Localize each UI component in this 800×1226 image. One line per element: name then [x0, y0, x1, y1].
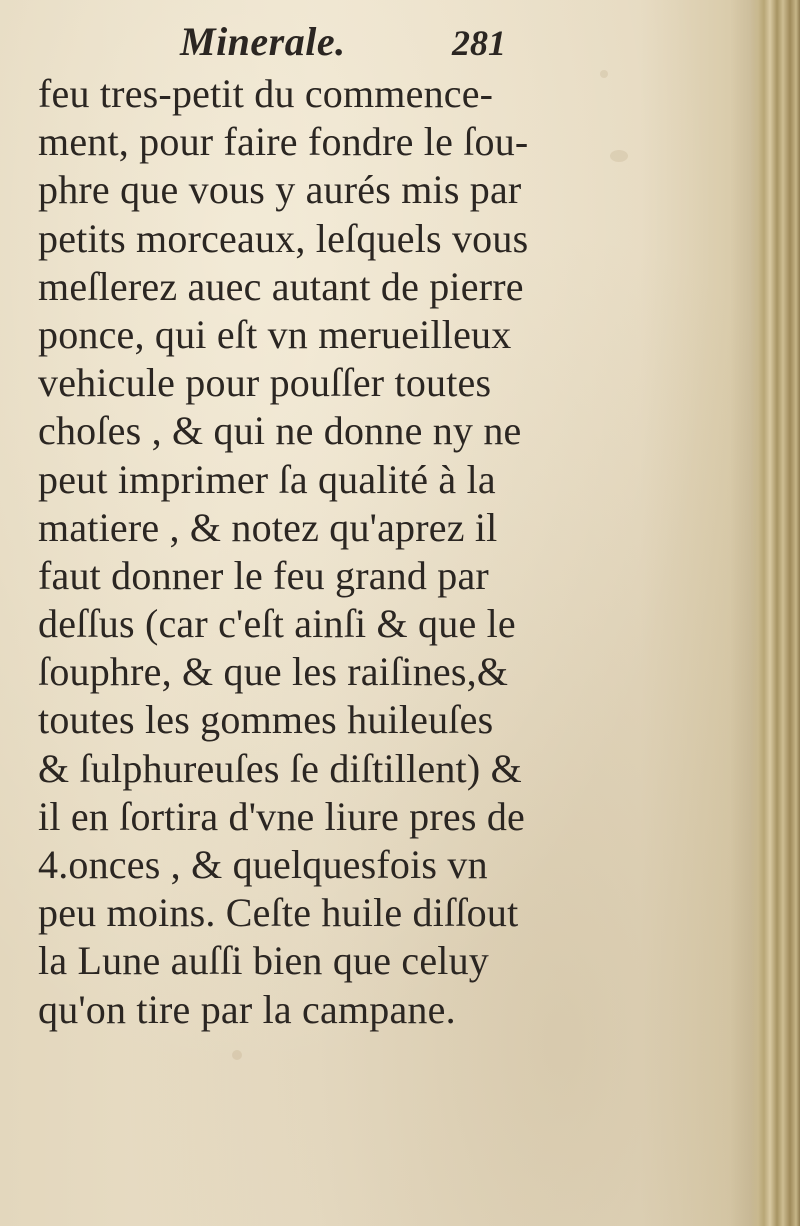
running-title: Minerale. [180, 19, 346, 64]
text-line: ment, pour faire fondre le ſou- [38, 119, 529, 165]
page-number: 281 [452, 23, 506, 63]
page-header [0, 12, 800, 72]
text-line: il en ſortira d'vne liure pres de [38, 793, 525, 839]
text-line: peu moins. Ceſte huile diſſout [38, 890, 519, 936]
text-line: faut donner le feu grand par [38, 552, 489, 598]
text-line: ſouphre, & que les raiſines,& [38, 649, 509, 695]
text-line: la Lune auſſi bien que celuy [38, 938, 489, 984]
text-line: & ſulphureuſes ſe diſtillent) & [38, 745, 522, 791]
text-line: qu'on tire par la campane. [38, 986, 456, 1032]
text-line: 4.onces , & quelquesfois vn [38, 842, 488, 887]
text-line: matiere , & notez qu'aprez il [38, 504, 498, 550]
text-line: choſes , & qui ne donne ny ne [38, 408, 522, 454]
book-binding-edge [750, 0, 800, 1226]
body-text [38, 70, 738, 1034]
text-line: phre que vous y aurés mis par [38, 167, 522, 213]
text-line: petits morceaux, leſquels vous [38, 215, 529, 261]
text-line: ponce, qui eſt vn merueilleux [38, 311, 512, 357]
text-line: deſſus (car c'eſt ainſi & que le [38, 601, 516, 647]
text-line: meſlerez auec autant de pierre [38, 263, 524, 309]
text-line: toutes les gommes huileuſes [38, 697, 494, 743]
text-line: vehicule pour pouſſer toutes [38, 360, 492, 406]
text-line: peut imprimer ſa qualité à la [38, 456, 496, 502]
paper-stain [232, 1050, 242, 1060]
text-line: feu tres-petit du commence- [38, 71, 494, 116]
